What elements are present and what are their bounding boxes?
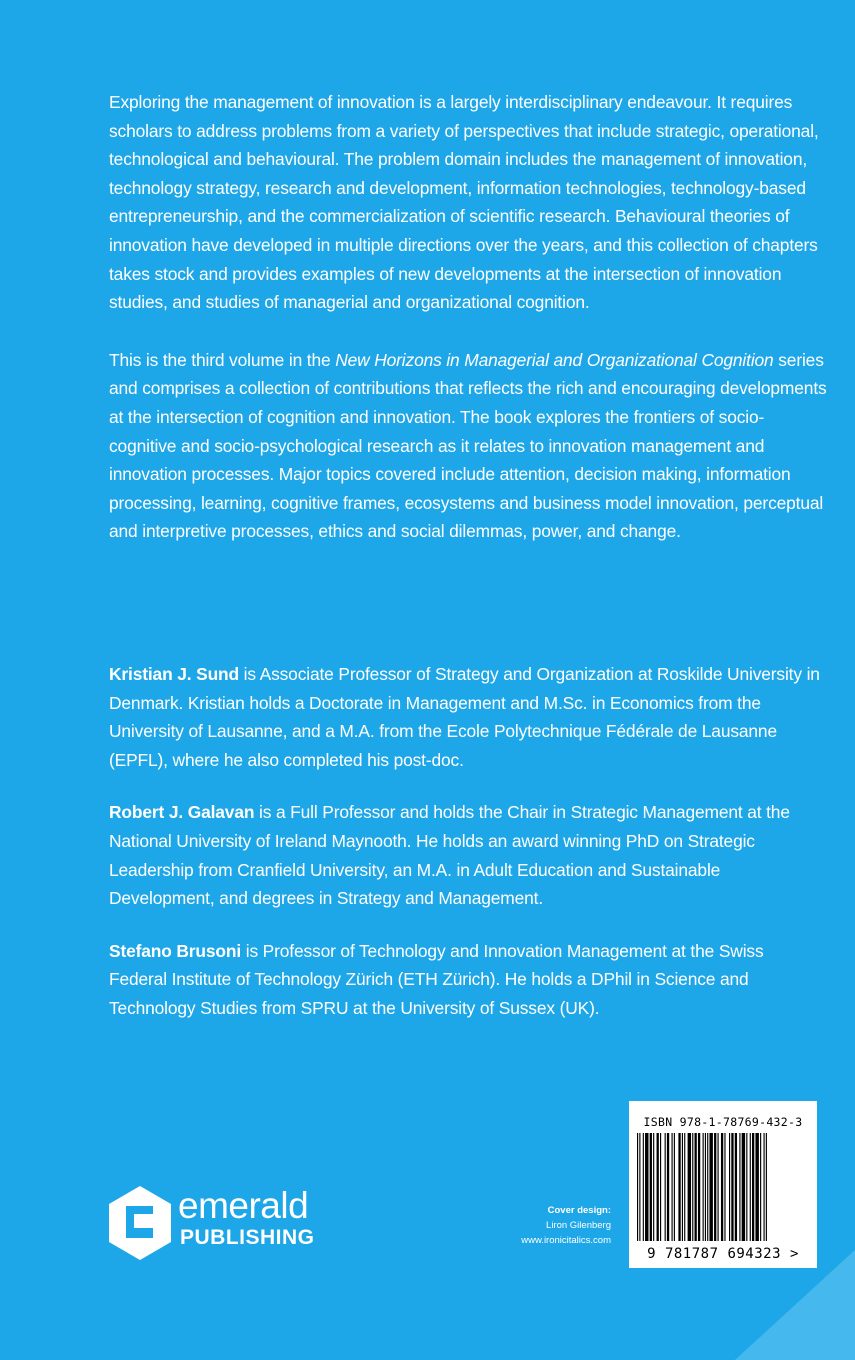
bio-kristian-sund — [109, 660, 824, 774]
cover-design-credits — [480, 1203, 611, 1248]
designer-name: Liron Gilenberg — [546, 1220, 611, 1231]
bio-stefano-brusoni — [109, 937, 824, 1023]
bio-robert-galavan — [109, 798, 824, 912]
barcode-bars — [637, 1133, 809, 1241]
bio-name: Robert J. Galavan — [109, 802, 255, 823]
bio-text: is a Full Professor and holds the Chair in Strategic Management at the National University of Ireland Maynooth. He holds an award winning PhD on Strategic Leadership from Cranfield University, an M.A. in Adult Education and Sustainable Development, and degrees in Strategy and Management. — [109, 802, 790, 909]
emerald-hexagon-logo-icon — [107, 1186, 173, 1260]
bio-name: Kristian J. Sund — [109, 664, 239, 684]
series-title: New Horizons in Managerial and Organizational Cognition — [335, 349, 774, 370]
publisher-subtitle: PUBLISHING — [180, 1226, 315, 1249]
publisher-wordmark: emerald — [178, 1185, 309, 1226]
description-paragraph-2 — [109, 346, 829, 546]
author-bios — [109, 660, 824, 1047]
description-p2-end: series and comprises a collection of contributions that reflects the rich and encouraging developments at the intersection of cognition and innovation. The book explores the frontiers of socio-cognitive and socio-psychological research as it relates to innovation management and innovation processes. Major topics covered include attention, decision making, information processing, learning, cognitive frames, ecosystems and business model innovation, perceptual and interpretive processes, ethics and social dilemmas, power, and change. — [109, 349, 827, 542]
book-description — [109, 88, 829, 575]
bio-name: Stefano Brusoni — [109, 940, 242, 961]
designer-url: www.ironicitalics.com — [521, 1235, 611, 1246]
isbn-digits: 9 781787 694323 > — [647, 1246, 799, 1262]
description-p2-start: This is the third volume in the — [109, 349, 336, 370]
isbn-label: ISBN 978-1-78769-432-3 — [643, 1115, 803, 1129]
description-paragraph-1: Exploring the management of innovation is a largely interdisciplinary endeavour. It requires scholars to address problems from a variety of perspectives that include strategic, operational, technological and behavioural. The problem domain includes the management of innovation, technology strategy, research and development, information technologies, technology-based entrepreneurship, and the commercialization of scientific research. Behavioural theories of innovation have developed in multiple directions over the years, and this collection of chapters takes stock and provides examples of new developments at the intersection of innovation studies, and studies of managerial and organizational cognition. — [109, 92, 819, 313]
bio-text: is Professor of Technology and Innovation Management at the Swiss Federal Institute of Technology Zürich (ETH Zürich). He holds a DPhil in Science and Technology Studies from SPRU at the University of Sussex (UK). — [109, 940, 764, 1018]
bio-text: is Associate Professor of Strategy and Organization at Roskilde University in Denmark. Kristian holds a Doctorate in Management and M.Sc. in Economics from the University of Lausanne, and a M.A. from the Ecole Polytechnique Fédérale de Lausanne (EPFL), where he also completed his post-doc. — [109, 664, 820, 770]
credits-heading: Cover design: — [547, 1205, 611, 1216]
isbn-barcode — [629, 1101, 817, 1268]
